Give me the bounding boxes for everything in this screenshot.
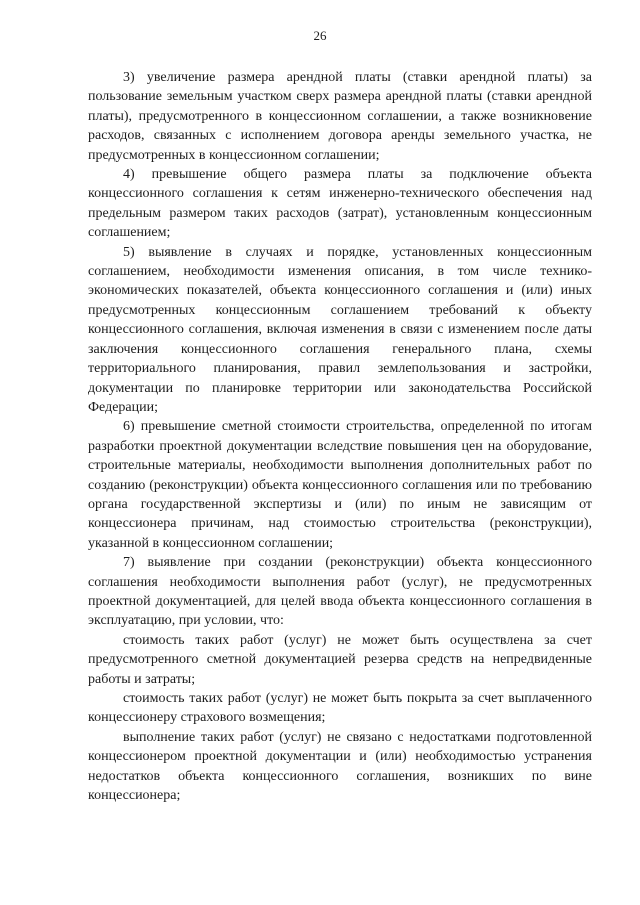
paragraph-item-4: 4) превышение общего размера платы за подключение объекта концессионного соглашения к сетям инженерно-технического обеспечения над предельным размером таких расходов (затрат), установленным концессионным соглашением; [88,167,592,241]
paragraph-item-6: 6) превышение сметной стоимости строительства, определенной по итогам разработки проектной документации вследствие повышения цен на оборудование, строительные материалы, необходимости выполнения дополнительных работ по созданию (реконструкции) объекта концессионного соглашения или по требованию органа государственной экспертизы и (или) по иным не зависящим от концессионера причинам, над стоимостью строительства (реконструкции), указанной в концессионном соглашении; [88,419,592,551]
paragraph-item-3: 3) увеличение размера арендной платы (ставки арендной платы) за пользование земельным участком сверх размера арендной платы (ставки арендной платы), предусмотренного в концессионном соглашении, а также возникновение расходов, связанных с исполнением договора аренды земельного участка, не предусмотренных в концессионном соглашении; [88,70,592,163]
paragraph-condition-defects: выполнение таких работ (услуг) не связано с недостатками подготовленной концессионером проектной документации и (или) необходимостью устранения недостатков объекта концессионного соглашения, возникших по вине концессионера; [88,729,592,804]
document-body [88,68,592,805]
paragraph-condition-reserve: стоимость таких работ (услуг) не может быть осуществлена за счет предусмотренного сметной документацией резерва средств на непредвиденные работы и затраты; [88,632,592,687]
paragraph-item-7: 7) выявление при создании (реконструкции) объекта концессионного соглашения необходимости выполнения работ (услуг), не предусмотренных проектной документацией, для целей ввода объекта концессионного соглашения в эксплуатацию, при условии, что: [88,555,592,629]
page-number: 26 [313,28,327,43]
paragraph-item-5: 5) выявление в случаях и порядке, установленных концессионным соглашением, необходимости изменения описания, в том числе технико-экономических показателей, объекта концессионного соглашения и (или) иных предусмотренных концессионным соглашением требований к объекту концессионного соглашения, включая изменения в связи с изменением после даты заключения концессионного соглашения генерального плана, схемы территориального планирования, правил землепользования и застройки, документации по планировке территории или законодательства Российской Федерации; [88,244,592,415]
paragraph-condition-insurance: стоимость таких работ (услуг) не может быть покрыта за счет выплаченного концессионеру страхового возмещения; [88,691,592,726]
